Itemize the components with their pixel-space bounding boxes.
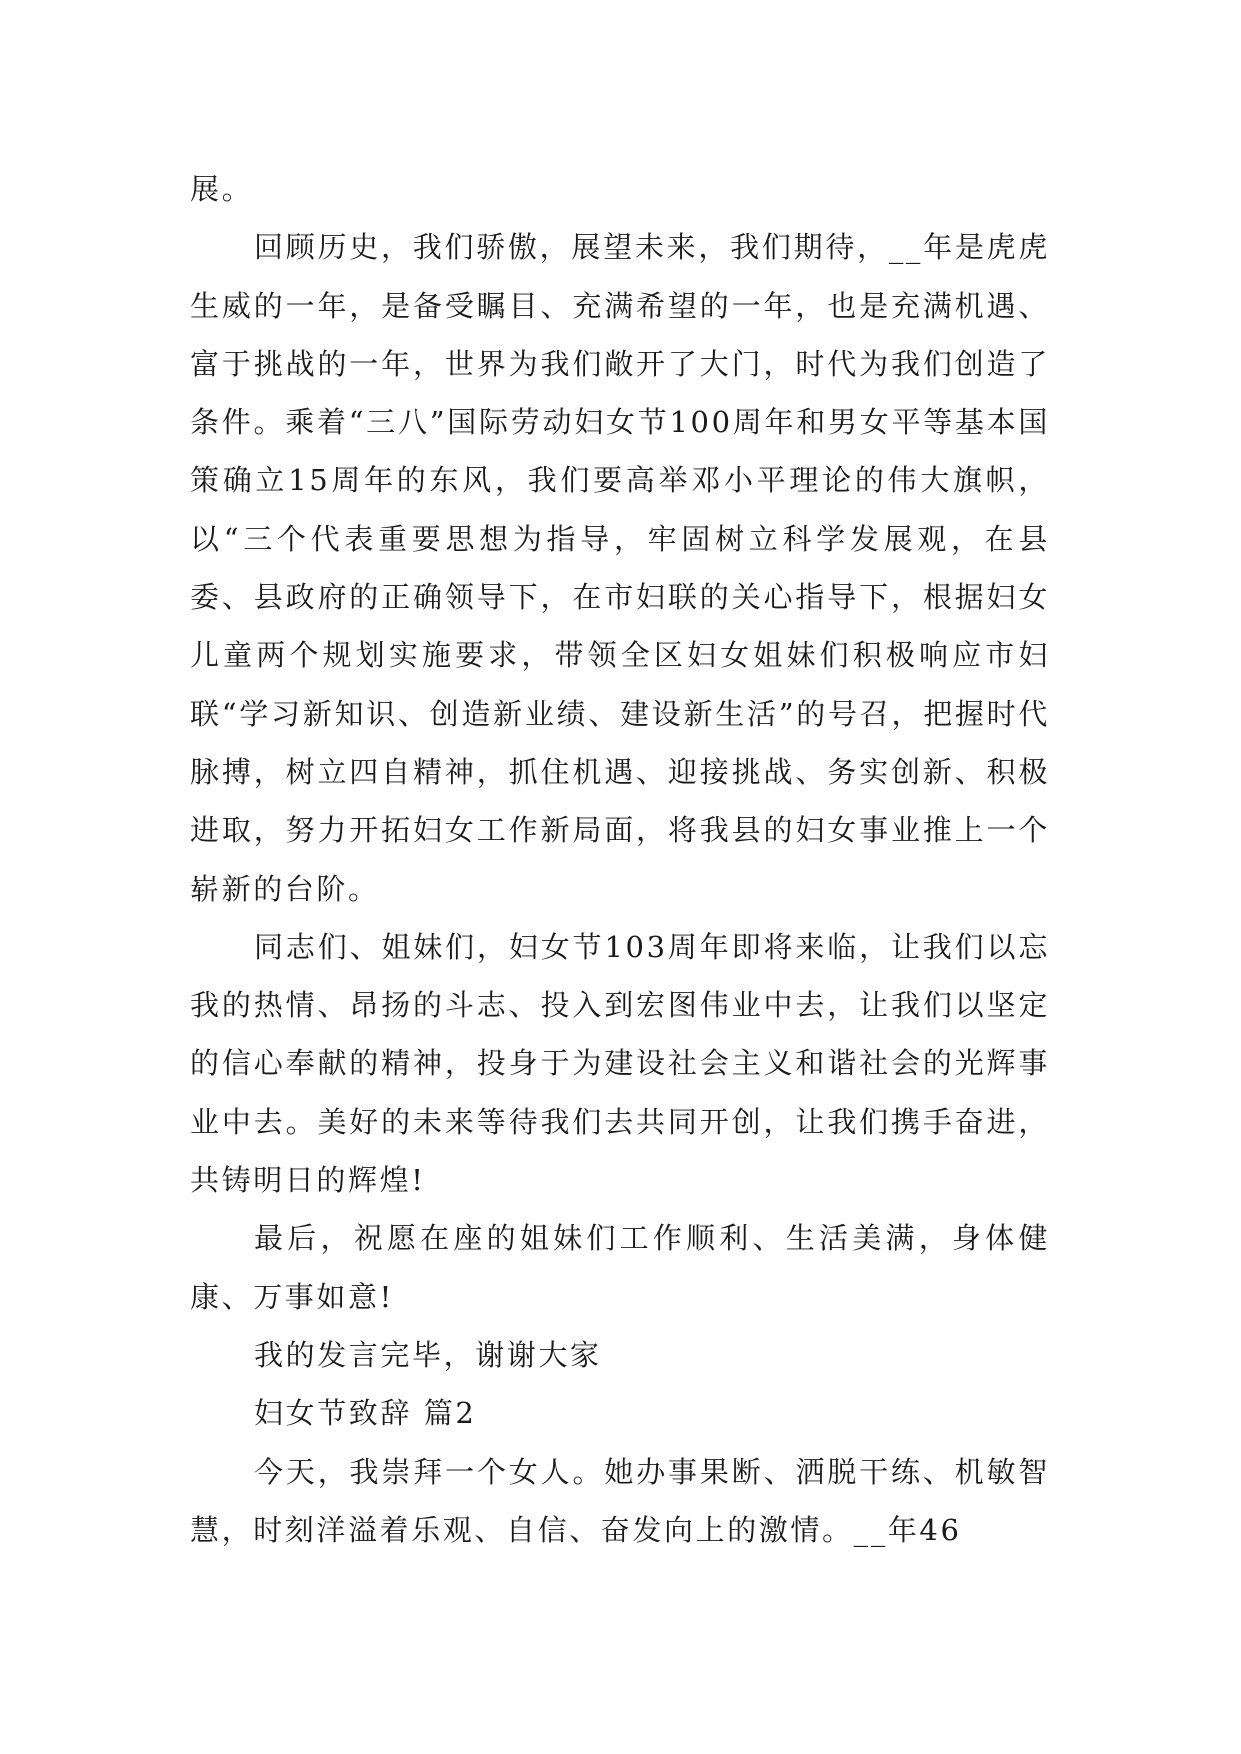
paragraph-admire-woman: 今天，我崇拜一个女人。她办事果断、洒脱干练、机敏智慧，时刻洋溢着乐观、自信、奋发向上的激情。__年46 <box>190 1454 1050 1547</box>
paragraph-best-wishes: 最后，祝愿在座的姐妹们工作顺利、生活美满，身体健康、万事如意! <box>190 1221 1050 1314</box>
document-body <box>190 160 1050 1559</box>
paragraph-closing: 我的发言完毕，谢谢大家 <box>254 1337 602 1372</box>
paragraph-continuation: 展。 <box>190 172 254 206</box>
paragraph-comrades-sisters: 同志们、姐妹们，妇女节103周年即将来临，让我们以忘我的热情、昂扬的斗志、投入到宏图伟业中去，让我们以坚定的信心奉献的精神，投身于为建设社会主义和谐社会的光辉事业中去。美好的未来等待我们去共同开创，让我们携手奋进，共铸明日的辉煌! <box>190 929 1050 1198</box>
section-heading: 妇女节致辞 篇2 <box>254 1396 477 1431</box>
paragraph-review-history: 回顾历史，我们骄傲，展望未来，我们期待，__年是虎虎生威的一年，是备受瞩目、充满希望的一年，也是充满机遇、富于挑战的一年，世界为我们敞开了大门，时代为我们创造了条件。乘着“三八”国际劳动妇女节100周年和男女平等基本国策确立15周年的东风，我们要高举邓小平理论的伟大旗帜，以“三个代表重要思想为指导，牢固树立科学发展观，在县委、县政府的正确领导下，在市妇联的关心指导下，根据妇女儿童两个规划实施要求，带领全区妇女姐妹们积极响应市妇联“学习新知识、创造新业绩、建设新生活”的号召，把握时代脉搏，树立四自精神，抓住机遇、迎接挑战、务实创新、积极进取，努力开拓妇女工作新局面，将我县的妇女事业推上一个崭新的台阶。 <box>190 230 1050 906</box>
